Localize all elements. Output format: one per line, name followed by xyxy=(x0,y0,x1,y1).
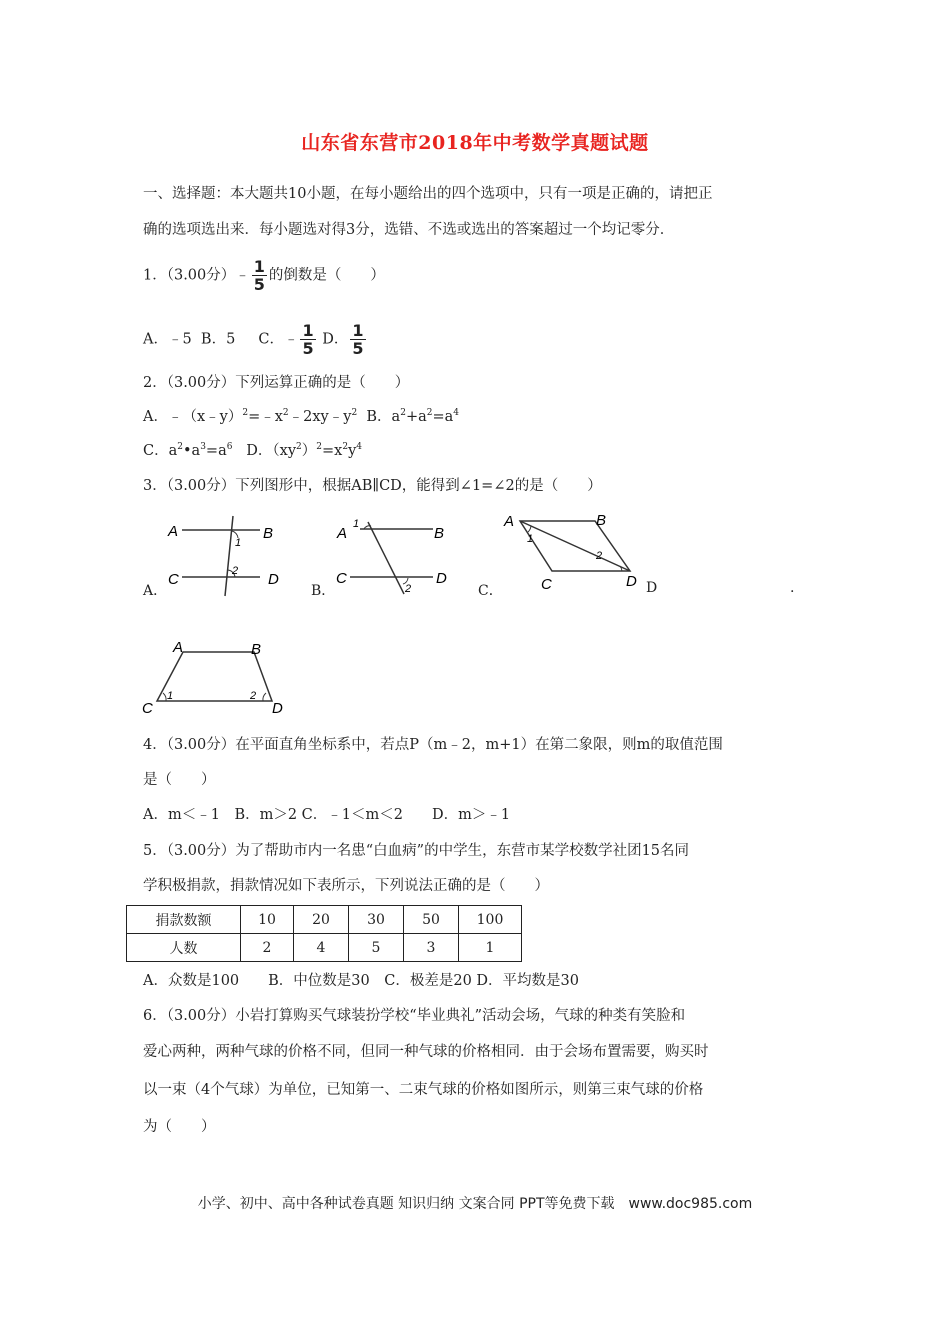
table-cell: 50 xyxy=(404,906,459,934)
fig-b-label-c: C xyxy=(336,570,347,587)
question-6-line-3: 以一束（4个气球）为单位，已知第一、二束气球的价格如图所示，则第三束气球的价格 xyxy=(143,1082,704,1098)
q3-figure-b xyxy=(330,508,460,600)
section-intro-line-2: 确的选项选出来．每小题选对得3分，选错、不选或选出的答案超过一个均记零分． xyxy=(143,222,675,238)
fig-c-label-b: B xyxy=(596,512,607,529)
q2-a-part2: =﹣x xyxy=(248,409,283,425)
q3-figure-d xyxy=(140,638,290,718)
q2-d-part4: y xyxy=(348,443,357,459)
q1-option-c-num: 1 xyxy=(302,321,314,340)
q2-c-part2: •a xyxy=(182,443,201,459)
question-4-options: A．m＜﹣1 B．m＞2 C．﹣1＜m＜2 D．m＞﹣1 xyxy=(143,807,511,823)
q2-b-part3: =a xyxy=(432,409,454,425)
question-1 xyxy=(143,258,385,293)
table-cell: 20 xyxy=(294,906,349,934)
fig-a-label-b: B xyxy=(263,525,274,542)
page-footer: 小学、初中、高中各种试卷真题 知识归纳 文案合同 PPT等免费下载 www.doc985.com xyxy=(197,1196,753,1212)
table-row xyxy=(127,906,522,934)
q2-b-sup1: 2 xyxy=(400,408,406,418)
q1-option-c-prefix: C．﹣ xyxy=(258,331,299,348)
q2-c-sup2: 3 xyxy=(200,442,206,452)
q3-option-d-label: D xyxy=(646,580,658,596)
question-5-options: A．众数是100 B．中位数是30 C．极差是20 D．平均数是30 xyxy=(143,973,579,989)
question-6-line-1: 6．（3.00分）小岩打算购买气球装扮学校“毕业典礼”活动会场，气球的种类有笑脸和 xyxy=(143,1008,686,1024)
q3-figure-c xyxy=(500,508,650,598)
q2-d-part2: ） xyxy=(301,443,317,459)
question-3: 3．（3.00分）下列图形中，根据AB∥CD，能得到∠1=∠2的是（ ） xyxy=(143,478,602,494)
q2-a-sup2: 2 xyxy=(282,408,289,418)
table-cell: 30 xyxy=(349,906,404,934)
table-cell: 3 xyxy=(404,934,459,962)
fig-a-transversal xyxy=(225,516,233,596)
q2-d-part1: D．（xy xyxy=(246,443,297,459)
table-cell: 1 xyxy=(459,934,522,962)
table-cell: 5 xyxy=(349,934,404,962)
table-row xyxy=(127,934,522,962)
fig-c-angle-2: 2 xyxy=(596,550,603,562)
question-4-line-2: 是（ ） xyxy=(143,772,216,788)
q2-d-sup4: 4 xyxy=(356,442,362,452)
fig-a-angle-2: 2 xyxy=(232,565,239,577)
q2-b-sup2: 2 xyxy=(426,408,433,418)
fig-d-label-b: B xyxy=(251,641,262,658)
q2-c-part3: =a xyxy=(205,443,227,459)
q1-fraction xyxy=(252,258,267,293)
q2-b-sup3: 4 xyxy=(453,408,459,418)
q1-suffix: 的倒数是（ ） xyxy=(268,267,385,284)
q2-c-part1: C．a xyxy=(143,443,178,459)
fig-c-angle-1-arc xyxy=(528,526,531,532)
table-cell: 人数 xyxy=(127,934,241,962)
section-intro-line-1: 一、选择题：本大题共10小题，在每小题给出的四个选项中，只有一项是正确的，请把正 xyxy=(143,186,713,202)
q2-b-part2: +a xyxy=(405,409,427,425)
fig-c-label-d: D xyxy=(626,573,637,590)
fig-d-label-a: A xyxy=(173,639,184,656)
q2-b-part1: B．a xyxy=(366,409,401,425)
fig-d-angle-1: 1 xyxy=(167,690,174,702)
fig-b-label-d: D xyxy=(436,570,447,587)
question-5-line-2: 学积极捐款，捐款情况如下表所示，下列说法正确的是（ ） xyxy=(143,878,549,894)
fig-b-transversal xyxy=(368,522,404,594)
question-2-options-cd xyxy=(143,441,362,461)
table-cell: 100 xyxy=(459,906,522,934)
question-6-line-2: 爱心两种，两种气球的价格不同，但同一种气球的价格相同．由于会场布置需要，购买时 xyxy=(143,1044,709,1060)
fig-b-label-a: A xyxy=(337,525,348,542)
fig-d-label-c: C xyxy=(142,700,153,717)
table-cell: 10 xyxy=(241,906,294,934)
question-1-options xyxy=(143,322,368,357)
question-6-line-4: 为（ ） xyxy=(143,1119,216,1135)
q2-d-sup3: 2 xyxy=(342,442,349,452)
q2-a-part1: A．﹣（x﹣y） xyxy=(143,409,243,425)
q2-c-sup1: 2 xyxy=(177,442,183,452)
q2-c-sup3: 6 xyxy=(226,442,233,452)
q1-option-d-fraction xyxy=(350,322,365,357)
q1-option-b: B．5 xyxy=(200,331,236,348)
question-5-line-1: 5．（3.00分）为了帮助市内一名患“白血病”的中学生，东营市某学校数学社团15名同 xyxy=(143,843,690,859)
q1-frac-num: 1 xyxy=(253,257,265,276)
q2-d-part3: =x xyxy=(322,443,343,459)
fig-a-label-d: D xyxy=(268,571,279,588)
donation-table xyxy=(126,905,522,962)
q1-option-a: A．﹣5 xyxy=(143,331,192,348)
q1-minus: ﹣ xyxy=(235,267,250,284)
q3-option-b-label: B． xyxy=(311,583,336,599)
q3-option-d-dot: . xyxy=(790,580,795,596)
fig-d-angle-2-arc xyxy=(263,693,266,701)
q3-figure-a xyxy=(160,510,290,600)
q1-option-c-fraction xyxy=(300,322,315,357)
fig-d-angle-1-arc xyxy=(163,693,166,701)
q2-a-sup1: 2 xyxy=(242,408,249,418)
q1-frac-den: 5 xyxy=(253,275,265,294)
table-cell: 4 xyxy=(294,934,349,962)
fig-b-angle-1: 1 xyxy=(353,518,360,530)
q2-d-sup2: 2 xyxy=(316,442,322,452)
table-cell: 2 xyxy=(241,934,294,962)
fig-c-angle-1: 1 xyxy=(527,533,534,545)
fig-d-angle-2: 2 xyxy=(250,690,257,702)
question-2: 2．（3.00分）下列运算正确的是（ ） xyxy=(143,375,410,391)
fig-c-label-c: C xyxy=(541,576,552,593)
q1-option-c-den: 5 xyxy=(302,339,314,358)
q3-option-a-label: A． xyxy=(143,583,168,599)
q1-option-d-prefix: D． xyxy=(322,331,349,348)
q1-option-d-den: 5 xyxy=(352,339,364,358)
fig-c-label-a: A xyxy=(504,513,515,530)
fig-a-label-c: C xyxy=(168,571,179,588)
fig-a-label-a: A xyxy=(168,523,179,540)
table-cell: 捐款数额 xyxy=(127,906,241,934)
q2-d-sup1: 2 xyxy=(296,442,302,452)
fig-b-label-b: B xyxy=(434,525,445,542)
fig-a-angle-1: 1 xyxy=(235,537,242,549)
question-2-options-ab xyxy=(143,407,459,427)
question-4-line-1: 4．（3.00分）在平面直角坐标系中，若点P（m﹣2，m+1）在第二象限，则m的取值范围 xyxy=(143,737,723,753)
q1-prefix: 1．（3.00分） xyxy=(143,267,236,284)
q3-option-c-label: C． xyxy=(478,583,503,599)
q2-a-sup3: 2 xyxy=(351,408,358,418)
page-title: 山东省东营市2018年中考数学真题试题 xyxy=(301,132,649,154)
q1-option-d-num: 1 xyxy=(352,321,364,340)
q2-a-part3: ﹣2xy﹣y xyxy=(288,409,352,425)
fig-d-label-d: D xyxy=(272,700,283,717)
fig-b-angle-2: 2 xyxy=(405,583,412,595)
